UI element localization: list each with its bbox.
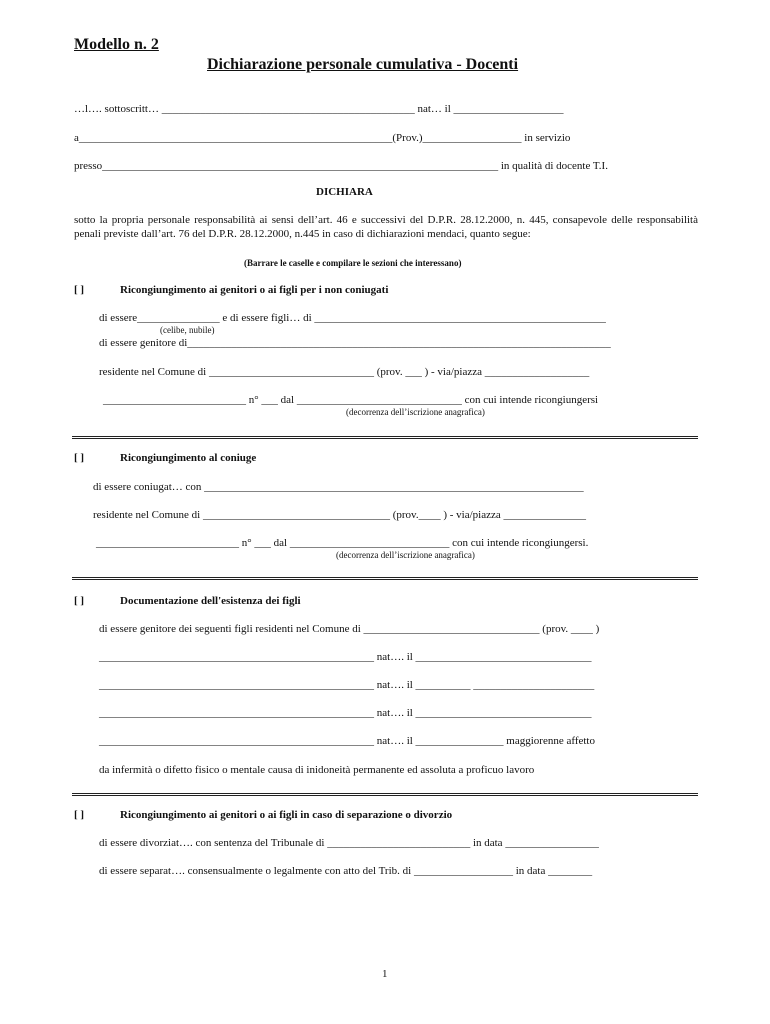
section1-line-4: __________________________ n° ___ dal ______________________________ con cui intende ricongiungersi xyxy=(103,394,599,406)
section1-note-2: (decorrenza dell’iscrizione anagrafica) xyxy=(346,407,485,417)
child-row: __________________________________________________ nat…. il ________________________________ xyxy=(99,707,592,719)
section2-title: Ricongiungimento al coniuge xyxy=(120,452,257,464)
section4-title: Ricongiungimento ai genitori o ai figli in caso di separazione o divorzio xyxy=(120,809,453,821)
child-row: __________________________________________________ nat…. il __________ ______________________ xyxy=(99,679,595,691)
section1-title: Ricongiungimento ai genitori o ai figli per i non coniugati xyxy=(120,284,389,296)
intro-line-2: a_________________________________________________________(Prov.)__________________ in servizio xyxy=(74,132,571,144)
instruction-text: (Barrare le caselle e compilare le sezioni che interessano) xyxy=(244,258,462,268)
section4-line-1: di essere divorziat…. con sentenza del Tribunale di __________________________ in data _________________ xyxy=(99,837,599,849)
intro-line-1: …l…. sottoscritt… ______________________________________________ nat… il ____________________ xyxy=(74,103,564,115)
section2-note: (decorrenza dell’iscrizione anagrafica) xyxy=(336,550,475,560)
page-number: 1 xyxy=(382,968,388,980)
section3-line-1: di essere genitore dei seguenti figli residenti nel Comune di ________________________________ (prov. ____ ) xyxy=(99,623,600,635)
section2-checkbox[interactable]: [ ] xyxy=(74,452,85,464)
dichiara-heading: DICHIARA xyxy=(316,186,373,198)
section4-checkbox[interactable]: [ ] xyxy=(74,809,85,821)
section2-line-2: residente nel Comune di __________________________________ (prov.____ ) - via/piazza _______________ xyxy=(93,509,586,521)
section1-note-1: (celibe, nubile) xyxy=(160,325,215,335)
section3-checkbox[interactable]: [ ] xyxy=(74,595,85,607)
section1-line-1: di essere_______________ e di essere figli… di _____________________________________________________ xyxy=(99,312,606,324)
section1-checkbox[interactable]: [ ] xyxy=(74,284,85,296)
section4-line-2: di essere separat…. consensualmente o legalmente con atto del Trib. di __________________ in data ________ xyxy=(99,865,593,877)
child-row: __________________________________________________ nat…. il ________________________________ xyxy=(99,651,592,663)
model-label: Modello n. 2 xyxy=(74,36,159,53)
section-divider xyxy=(72,577,698,580)
section-divider xyxy=(72,793,698,796)
intro-line-3: presso________________________________________________________________________ in qualità di docente T.I. xyxy=(74,160,608,172)
section3-title: Documentazione dell'esistenza dei figli xyxy=(120,595,301,607)
section1-line-3: residente nel Comune di ______________________________ (prov. ___ ) - via/piazza ___________________ xyxy=(99,366,590,378)
child-row: __________________________________________________ nat…. il ________________ maggiorenne affetto xyxy=(99,735,595,747)
section-divider xyxy=(72,436,698,439)
section2-line-3: __________________________ n° ___ dal _____________________________ con cui intende ricongiungersi. xyxy=(96,537,589,549)
page-title: Dichiarazione personale cumulativa - Docenti xyxy=(207,56,519,73)
section2-line-1: di essere coniugat… con _____________________________________________________________________ xyxy=(93,481,584,493)
section3-line-last: da infermità o difetto fisico o mentale causa di inidoneità permanente ed assoluta a proficuo lavoro xyxy=(99,764,535,776)
declaration-paragraph: sotto la propria personale responsabilità ai sensi dell’art. 46 e successivi del D.P.R. 28.12.2000, n. 445, consapevole delle responsabilità penali previste dall’art. 76 del D.P.R. 28.12.2000, n.445 in caso di dichiarazioni mendaci, quanto segue: xyxy=(74,214,698,240)
section1-line-2: di essere genitore di_____________________________________________________________________________ xyxy=(99,337,611,349)
